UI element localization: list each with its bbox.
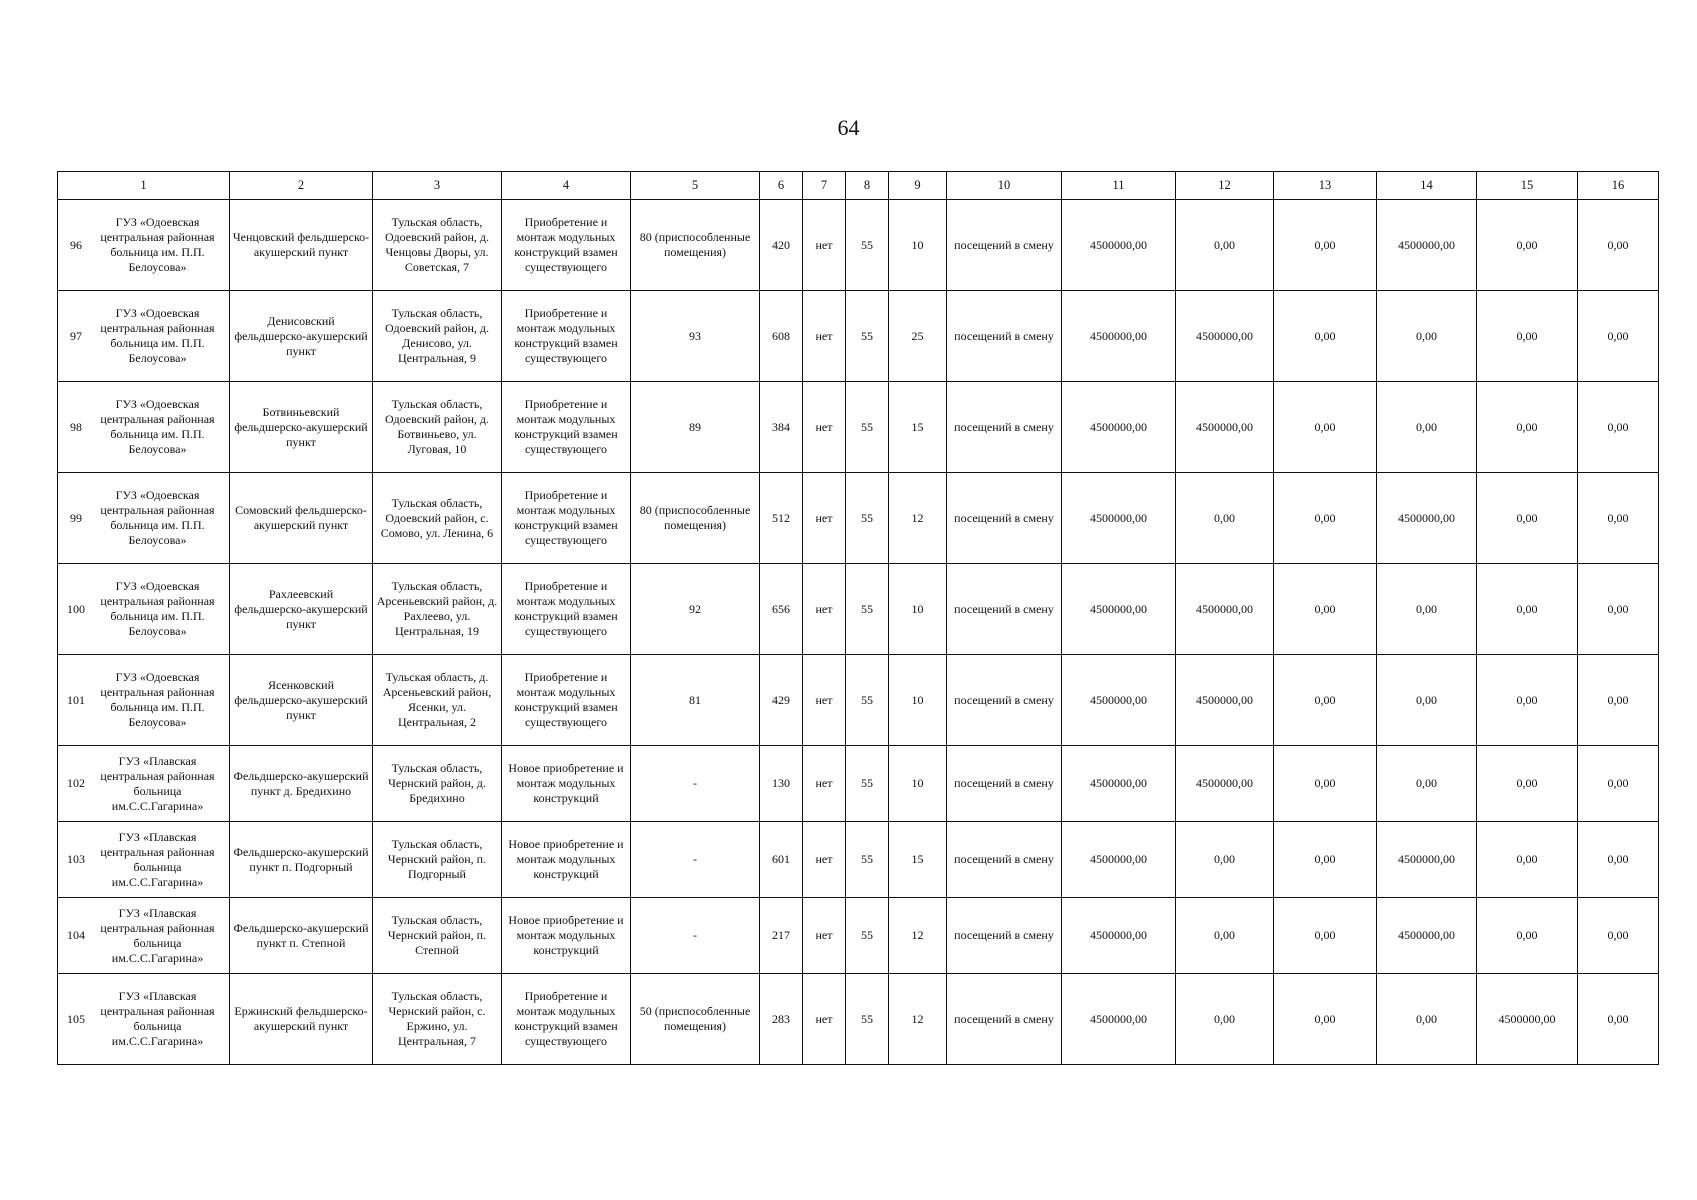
facility-cell: Фельдшерско-акушерский пункт д. Бредихино bbox=[230, 746, 373, 822]
org-cell bbox=[58, 746, 230, 822]
area-cell: 50 (приспособленные помещения) bbox=[631, 974, 760, 1065]
address-cell: Тульская область, Арсеньевский район, д. Рахлеево, ул. Центральная, 19 bbox=[373, 564, 502, 655]
year3-cell: 4500000,00 bbox=[1377, 200, 1477, 291]
column-number: 3 bbox=[373, 172, 502, 200]
address-cell: Тульская область, Одоевский район, д. Ботвиньево, ул. Луговая, 10 bbox=[373, 382, 502, 473]
organization-name: ГУЗ «Одоевская центральная районная больница им. П.П. Белоусова» bbox=[100, 670, 215, 729]
capacity-cell: 601 bbox=[760, 822, 803, 898]
column-number: 4 bbox=[502, 172, 631, 200]
org-cell bbox=[58, 564, 230, 655]
total-cell: 4500000,00 bbox=[1062, 382, 1176, 473]
column-number: 12 bbox=[1176, 172, 1274, 200]
column-number: 6 bbox=[760, 172, 803, 200]
unit-cell: посещений в смену bbox=[947, 822, 1062, 898]
year1-cell: 0,00 bbox=[1176, 200, 1274, 291]
facility-cell: Ясенковский фельдшерско-акушерский пункт bbox=[230, 655, 373, 746]
facility-cell: Денисовский фельдшерско-акушерский пункт bbox=[230, 291, 373, 382]
year1-cell: 4500000,00 bbox=[1176, 564, 1274, 655]
staff-cell: 10 bbox=[889, 200, 947, 291]
table-row bbox=[58, 564, 1659, 655]
column-number: 5 bbox=[631, 172, 760, 200]
activity-cell: Приобретение и монтаж модульных конструкций взамен существующего bbox=[502, 655, 631, 746]
organization-name: ГУЗ «Одоевская центральная районная больница им. П.П. Белоусова» bbox=[100, 397, 215, 456]
table-body bbox=[58, 172, 1659, 1065]
table-row bbox=[58, 473, 1659, 564]
unit-cell: посещений в смену bbox=[947, 655, 1062, 746]
address-cell: Тульская область, Чернский район, д. Бредихино bbox=[373, 746, 502, 822]
area-cell: 80 (приспособленные помещения) bbox=[631, 200, 760, 291]
address-cell: Тульская область, д. Арсеньевский район, Ясенки, ул. Центральная, 2 bbox=[373, 655, 502, 746]
distance-cell: 55 bbox=[846, 898, 889, 974]
year2-cell: 0,00 bbox=[1274, 564, 1377, 655]
unit-cell: посещений в смену bbox=[947, 974, 1062, 1065]
total-cell: 4500000,00 bbox=[1062, 291, 1176, 382]
area-cell: 92 bbox=[631, 564, 760, 655]
facility-cell: Рахлеевский фельдшерско-акушерский пункт bbox=[230, 564, 373, 655]
capacity-cell: 130 bbox=[760, 746, 803, 822]
row-number: 98 bbox=[70, 419, 82, 434]
activity-cell: Приобретение и монтаж модульных конструкций взамен существующего bbox=[502, 200, 631, 291]
year5-cell: 0,00 bbox=[1578, 473, 1659, 564]
facilities-table bbox=[57, 171, 1659, 1065]
column-number: 1 bbox=[58, 172, 230, 200]
year2-cell: 0,00 bbox=[1274, 898, 1377, 974]
year4-cell: 0,00 bbox=[1477, 382, 1578, 473]
year1-cell: 4500000,00 bbox=[1176, 291, 1274, 382]
org-cell bbox=[58, 291, 230, 382]
facility-cell: Ботвиньевский фельдшерско-акушерский пункт bbox=[230, 382, 373, 473]
year1-cell: 0,00 bbox=[1176, 974, 1274, 1065]
year4-cell: 0,00 bbox=[1477, 898, 1578, 974]
year4-cell: 0,00 bbox=[1477, 655, 1578, 746]
capacity-cell: 384 bbox=[760, 382, 803, 473]
organization-name: ГУЗ «Плавская центральная районная больница им.С.С.Гагарина» bbox=[100, 753, 215, 813]
year2-cell: 0,00 bbox=[1274, 655, 1377, 746]
total-cell: 4500000,00 bbox=[1062, 974, 1176, 1065]
distance-cell: 55 bbox=[846, 746, 889, 822]
capacity-cell: 656 bbox=[760, 564, 803, 655]
unit-cell: посещений в смену bbox=[947, 746, 1062, 822]
row-number: 96 bbox=[70, 237, 82, 252]
column-number-row bbox=[58, 172, 1659, 200]
staff-cell: 25 bbox=[889, 291, 947, 382]
staff-cell: 10 bbox=[889, 655, 947, 746]
year4-cell: 0,00 bbox=[1477, 746, 1578, 822]
total-cell: 4500000,00 bbox=[1062, 200, 1176, 291]
unit-cell: посещений в смену bbox=[947, 291, 1062, 382]
total-cell: 4500000,00 bbox=[1062, 473, 1176, 564]
organization-name: ГУЗ «Одоевская центральная районная больница им. П.П. Белоусова» bbox=[100, 579, 215, 638]
year5-cell: 0,00 bbox=[1578, 382, 1659, 473]
distance-cell: 55 bbox=[846, 564, 889, 655]
flag-cell: нет bbox=[803, 655, 846, 746]
year4-cell: 0,00 bbox=[1477, 473, 1578, 564]
staff-cell: 12 bbox=[889, 473, 947, 564]
flag-cell: нет bbox=[803, 898, 846, 974]
staff-cell: 12 bbox=[889, 898, 947, 974]
unit-cell: посещений в смену bbox=[947, 382, 1062, 473]
organization-name: ГУЗ «Одоевская центральная районная больница им. П.П. Белоусова» bbox=[100, 306, 215, 365]
year5-cell: 0,00 bbox=[1578, 746, 1659, 822]
table-row bbox=[58, 291, 1659, 382]
column-number: 7 bbox=[803, 172, 846, 200]
column-number: 13 bbox=[1274, 172, 1377, 200]
facility-cell: Ержинский фельдшерско-акушерский пункт bbox=[230, 974, 373, 1065]
distance-cell: 55 bbox=[846, 200, 889, 291]
flag-cell: нет bbox=[803, 746, 846, 822]
year2-cell: 0,00 bbox=[1274, 291, 1377, 382]
year2-cell: 0,00 bbox=[1274, 382, 1377, 473]
facility-cell: Фельдшерско-акушерский пункт п. Подгорный bbox=[230, 822, 373, 898]
total-cell: 4500000,00 bbox=[1062, 898, 1176, 974]
table-row bbox=[58, 898, 1659, 974]
staff-cell: 10 bbox=[889, 746, 947, 822]
area-cell: - bbox=[631, 746, 760, 822]
org-cell bbox=[58, 655, 230, 746]
org-cell bbox=[58, 822, 230, 898]
year2-cell: 0,00 bbox=[1274, 974, 1377, 1065]
year3-cell: 0,00 bbox=[1377, 746, 1477, 822]
distance-cell: 55 bbox=[846, 473, 889, 564]
address-cell: Тульская область, Чернский район, п. Подгорный bbox=[373, 822, 502, 898]
organization-name: ГУЗ «Плавская центральная районная больница им.С.С.Гагарина» bbox=[100, 829, 215, 889]
area-cell: 89 bbox=[631, 382, 760, 473]
area-cell: 81 bbox=[631, 655, 760, 746]
year3-cell: 0,00 bbox=[1377, 564, 1477, 655]
org-cell bbox=[58, 382, 230, 473]
year1-cell: 4500000,00 bbox=[1176, 382, 1274, 473]
address-cell: Тульская область, Одоевский район, д. Ченцовы Дворы, ул. Советская, 7 bbox=[373, 200, 502, 291]
row-number: 97 bbox=[70, 328, 82, 343]
area-cell: - bbox=[631, 822, 760, 898]
year2-cell: 0,00 bbox=[1274, 200, 1377, 291]
row-number: 102 bbox=[67, 776, 85, 790]
activity-cell: Приобретение и монтаж модульных конструкций взамен существующего bbox=[502, 382, 631, 473]
org-cell bbox=[58, 473, 230, 564]
column-number: 8 bbox=[846, 172, 889, 200]
table-row bbox=[58, 200, 1659, 291]
year5-cell: 0,00 bbox=[1578, 291, 1659, 382]
organization-name: ГУЗ «Плавская центральная районная больница им.С.С.Гагарина» bbox=[100, 905, 215, 965]
table-row bbox=[58, 382, 1659, 473]
flag-cell: нет bbox=[803, 382, 846, 473]
capacity-cell: 429 bbox=[760, 655, 803, 746]
address-cell: Тульская область, Одоевский район, д. Денисово, ул. Центральная, 9 bbox=[373, 291, 502, 382]
distance-cell: 55 bbox=[846, 655, 889, 746]
column-number: 10 bbox=[947, 172, 1062, 200]
column-number: 11 bbox=[1062, 172, 1176, 200]
year1-cell: 0,00 bbox=[1176, 473, 1274, 564]
staff-cell: 15 bbox=[889, 822, 947, 898]
year5-cell: 0,00 bbox=[1578, 822, 1659, 898]
total-cell: 4500000,00 bbox=[1062, 564, 1176, 655]
table-row bbox=[58, 655, 1659, 746]
year2-cell: 0,00 bbox=[1274, 473, 1377, 564]
year4-cell: 0,00 bbox=[1477, 200, 1578, 291]
staff-cell: 12 bbox=[889, 974, 947, 1065]
year3-cell: 0,00 bbox=[1377, 382, 1477, 473]
distance-cell: 55 bbox=[846, 382, 889, 473]
capacity-cell: 283 bbox=[760, 974, 803, 1065]
year3-cell: 4500000,00 bbox=[1377, 473, 1477, 564]
year3-cell: 4500000,00 bbox=[1377, 898, 1477, 974]
distance-cell: 55 bbox=[846, 291, 889, 382]
capacity-cell: 420 bbox=[760, 200, 803, 291]
org-cell bbox=[58, 898, 230, 974]
organization-name: ГУЗ «Одоевская центральная районная больница им. П.П. Белоусова» bbox=[100, 488, 215, 547]
area-cell: - bbox=[631, 898, 760, 974]
row-number: 100 bbox=[67, 601, 85, 616]
table-row bbox=[58, 822, 1659, 898]
facility-cell: Сомовский фельдшерско-акушерский пункт bbox=[230, 473, 373, 564]
unit-cell: посещений в смену bbox=[947, 473, 1062, 564]
column-number: 15 bbox=[1477, 172, 1578, 200]
row-number: 101 bbox=[67, 692, 85, 707]
org-cell bbox=[58, 200, 230, 291]
year2-cell: 0,00 bbox=[1274, 822, 1377, 898]
activity-cell: Приобретение и монтаж модульных конструкций взамен существующего bbox=[502, 564, 631, 655]
column-number: 9 bbox=[889, 172, 947, 200]
row-number: 99 bbox=[70, 510, 82, 525]
area-cell: 93 bbox=[631, 291, 760, 382]
facility-cell: Фельдшерско-акушерский пункт п. Степной bbox=[230, 898, 373, 974]
flag-cell: нет bbox=[803, 291, 846, 382]
unit-cell: посещений в смену bbox=[947, 898, 1062, 974]
organization-name: ГУЗ «Плавская центральная районная больница им.С.С.Гагарина» bbox=[100, 989, 215, 1048]
address-cell: Тульская область, Одоевский район, с. Сомово, ул. Ленина, 6 bbox=[373, 473, 502, 564]
flag-cell: нет bbox=[803, 473, 846, 564]
activity-cell: Новое приобретение и монтаж модульных конструкций bbox=[502, 746, 631, 822]
row-number: 103 bbox=[67, 852, 85, 866]
row-number: 105 bbox=[67, 1011, 85, 1026]
year2-cell: 0,00 bbox=[1274, 746, 1377, 822]
column-number: 2 bbox=[230, 172, 373, 200]
year4-cell: 0,00 bbox=[1477, 822, 1578, 898]
year3-cell: 0,00 bbox=[1377, 655, 1477, 746]
year1-cell: 4500000,00 bbox=[1176, 655, 1274, 746]
year5-cell: 0,00 bbox=[1578, 564, 1659, 655]
table-row bbox=[58, 974, 1659, 1065]
total-cell: 4500000,00 bbox=[1062, 746, 1176, 822]
area-cell: 80 (приспособленные помещения) bbox=[631, 473, 760, 564]
year3-cell: 0,00 bbox=[1377, 974, 1477, 1065]
facility-cell: Ченцовский фельдшерско-акушерский пункт bbox=[230, 200, 373, 291]
year5-cell: 0,00 bbox=[1578, 898, 1659, 974]
year4-cell: 4500000,00 bbox=[1477, 974, 1578, 1065]
year5-cell: 0,00 bbox=[1578, 974, 1659, 1065]
year5-cell: 0,00 bbox=[1578, 200, 1659, 291]
year1-cell: 4500000,00 bbox=[1176, 746, 1274, 822]
total-cell: 4500000,00 bbox=[1062, 822, 1176, 898]
capacity-cell: 608 bbox=[760, 291, 803, 382]
year4-cell: 0,00 bbox=[1477, 564, 1578, 655]
activity-cell: Приобретение и монтаж модульных конструкций взамен существующего bbox=[502, 473, 631, 564]
activity-cell: Новое приобретение и монтаж модульных конструкций bbox=[502, 822, 631, 898]
year4-cell: 0,00 bbox=[1477, 291, 1578, 382]
distance-cell: 55 bbox=[846, 974, 889, 1065]
unit-cell: посещений в смену bbox=[947, 200, 1062, 291]
distance-cell: 55 bbox=[846, 822, 889, 898]
row-number: 104 bbox=[67, 928, 85, 942]
staff-cell: 10 bbox=[889, 564, 947, 655]
address-cell: Тульская область, Чернский район, п. Степной bbox=[373, 898, 502, 974]
total-cell: 4500000,00 bbox=[1062, 655, 1176, 746]
column-number: 16 bbox=[1578, 172, 1659, 200]
address-cell: Тульская область, Чернский район, с. Ержино, ул. Центральная, 7 bbox=[373, 974, 502, 1065]
flag-cell: нет bbox=[803, 974, 846, 1065]
capacity-cell: 217 bbox=[760, 898, 803, 974]
activity-cell: Приобретение и монтаж модульных конструкций взамен существующего bbox=[502, 974, 631, 1065]
activity-cell: Новое приобретение и монтаж модульных конструкций bbox=[502, 898, 631, 974]
staff-cell: 15 bbox=[889, 382, 947, 473]
flag-cell: нет bbox=[803, 200, 846, 291]
table-row bbox=[58, 746, 1659, 822]
flag-cell: нет bbox=[803, 822, 846, 898]
org-cell bbox=[58, 974, 230, 1065]
year1-cell: 0,00 bbox=[1176, 822, 1274, 898]
column-number: 14 bbox=[1377, 172, 1477, 200]
page-number: 64 bbox=[837, 115, 860, 140]
organization-name: ГУЗ «Одоевская центральная районная больница им. П.П. Белоусова» bbox=[100, 215, 215, 274]
flag-cell: нет bbox=[803, 564, 846, 655]
year1-cell: 0,00 bbox=[1176, 898, 1274, 974]
activity-cell: Приобретение и монтаж модульных конструкций взамен существующего bbox=[502, 291, 631, 382]
year3-cell: 0,00 bbox=[1377, 291, 1477, 382]
year5-cell: 0,00 bbox=[1578, 655, 1659, 746]
unit-cell: посещений в смену bbox=[947, 564, 1062, 655]
year3-cell: 4500000,00 bbox=[1377, 822, 1477, 898]
capacity-cell: 512 bbox=[760, 473, 803, 564]
